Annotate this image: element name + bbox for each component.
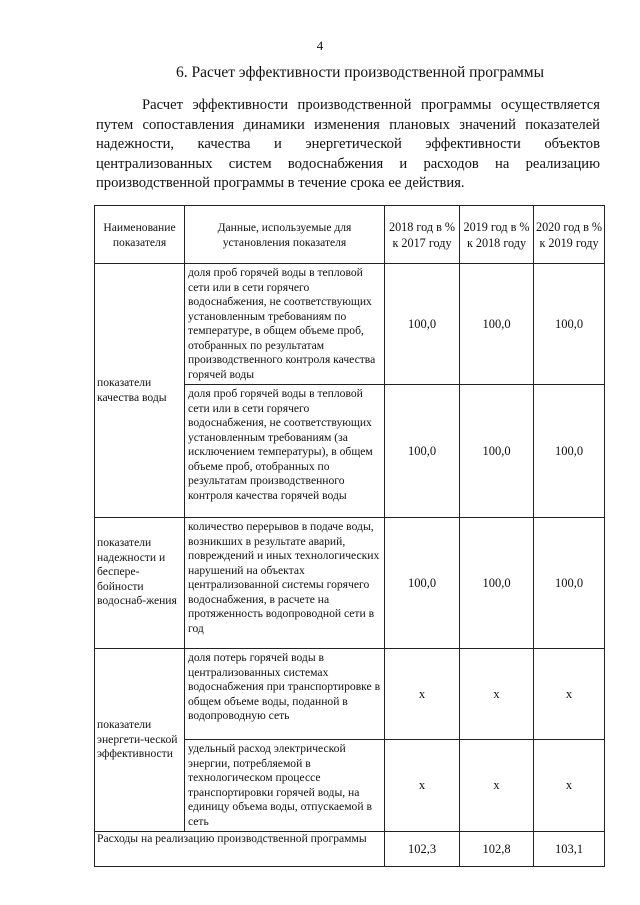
value-2019: 100,0 xyxy=(460,518,534,649)
table-footer-row xyxy=(95,832,605,867)
page-number: 4 xyxy=(316,38,324,53)
footer-expenses-label: Расходы на реализацию производственной программы xyxy=(95,832,385,867)
value-2020: 100,0 xyxy=(534,518,605,649)
footer-value-2020: 103,1 xyxy=(534,832,605,867)
group-name-reliability: показатели надежности и беспере-бойности водоснаб-жения xyxy=(95,518,185,649)
row-description: количество перерывов в подаче воды, возникших в результате аварий, повреждений и иных технологических нарушений на объектах централизованной системы горячего водоснабжения, в расчете на протяженность водопроводной сети в год xyxy=(185,518,385,649)
value-2020: x xyxy=(534,740,605,832)
value-2018: 100,0 xyxy=(385,385,460,518)
header-year-2019: 2019 год в % к 2018 году xyxy=(460,206,534,264)
header-year-2020: 2020 год в % к 2019 году xyxy=(534,206,605,264)
value-2018: x xyxy=(385,740,460,832)
header-source-data: Данные, используемые для установления показателя xyxy=(185,206,385,264)
row-description: доля потерь горячей воды в централизованных системах водоснабжения при транспортировке в общем объеме воды, поданной в водопроводную сеть xyxy=(185,649,385,740)
section-heading: 6. Расчет эффективности производственной программы xyxy=(176,64,544,81)
value-2018: 100,0 xyxy=(385,264,460,385)
row-description: доля проб горячей воды в тепловой сети или в сети горячего водоснабжения, не соответствующих установленным требованиям (за исключением температуры), в общем объеме проб, отобранных по результатам производственного контроля качества горячей воды xyxy=(185,385,385,518)
footer-value-2018: 102,3 xyxy=(385,832,460,867)
value-2020: 100,0 xyxy=(534,385,605,518)
header-year-2018: 2018 год в % к 2017 году xyxy=(385,206,460,264)
value-2019: 100,0 xyxy=(460,385,534,518)
value-2019: 100,0 xyxy=(460,264,534,385)
value-2020: 100,0 xyxy=(534,264,605,385)
table-header-row xyxy=(95,206,605,264)
value-2020: x xyxy=(534,649,605,740)
row-description: удельный расход электрической энергии, потребляемой в технологическом процессе транспортировки горячей воды, на единицу объема воды, отпускаемой в сеть xyxy=(185,740,385,832)
value-2019: x xyxy=(460,740,534,832)
value-2018: 100,0 xyxy=(385,518,460,649)
table-row xyxy=(95,518,605,649)
group-name-energy-efficiency: показатели энергети-ческой эффективности xyxy=(95,649,185,832)
value-2018: x xyxy=(385,649,460,740)
group-name-water-quality: показатели качества воды xyxy=(95,264,185,518)
value-2019: x xyxy=(460,649,534,740)
table-row xyxy=(95,649,605,740)
header-indicator-name: Наименование показателя xyxy=(95,206,185,264)
indicators-table xyxy=(94,205,605,867)
table-row xyxy=(95,264,605,385)
intro-paragraph: Расчет эффективности производственной программы осуществляется путем сопоставления динамики изменения плановых значений показателей надежности, качества и энергетической эффективности объектов централизованных систем водоснабжения и расходов на реализацию производственной программы в течение срока ее действия. xyxy=(96,97,600,192)
footer-value-2019: 102,8 xyxy=(460,832,534,867)
row-description: доля проб горячей воды в тепловой сети или в сети горячего водоснабжения, не соответствующих установленным требованиям по температуре, в общем объеме проб, отобранных по результатам производственного контроля качества горячей воды xyxy=(185,264,385,385)
